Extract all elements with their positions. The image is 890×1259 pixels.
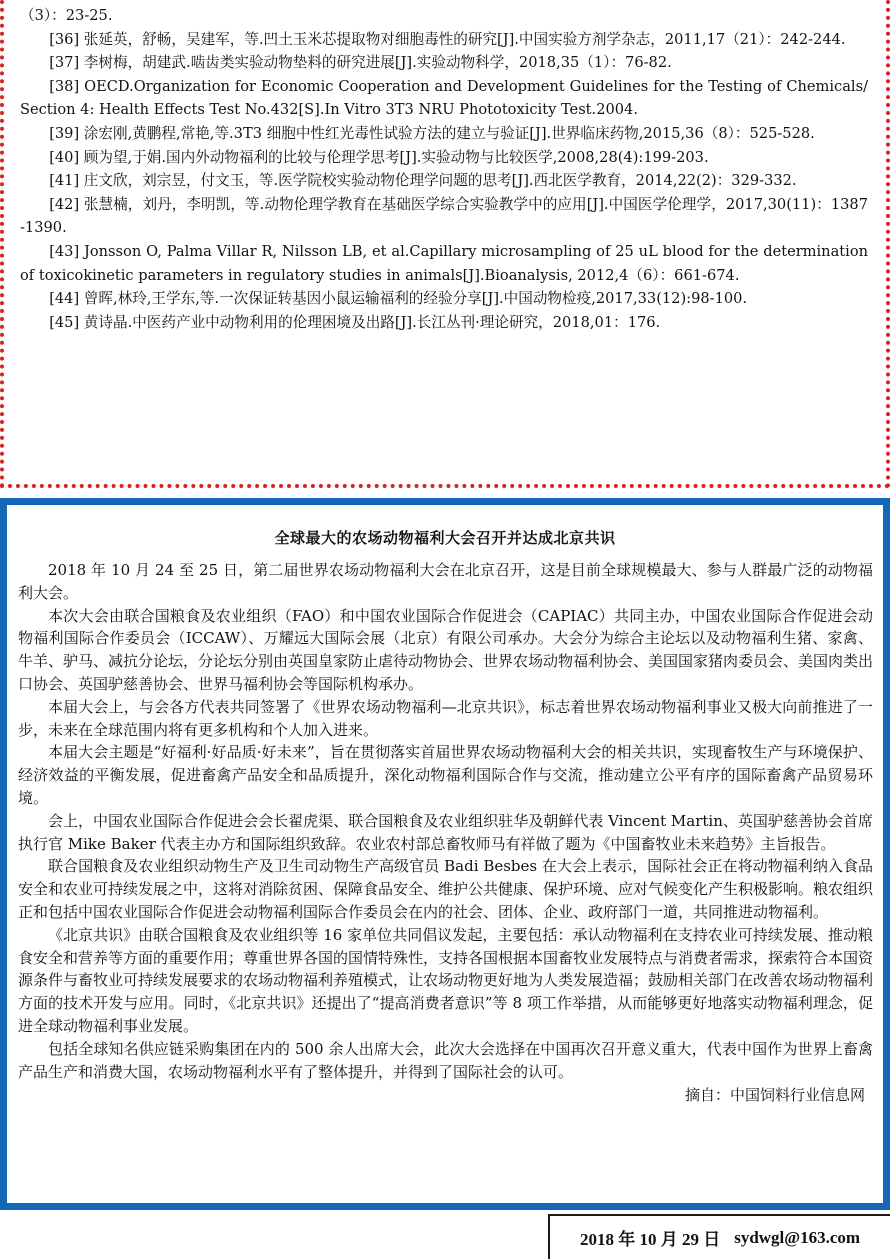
reference-item: [39] 涂宏刚,黄鹏程,常艳,等.3T3 细胞中性红光毒性试验方法的建立与验证[J].世界临床药物,2015,36（8）：525-528. bbox=[49, 124, 815, 142]
news-body bbox=[18, 559, 873, 1107]
news-paragraph: 本届大会上，与会各方代表共同签署了《世界农场动物福利—北京共识》，标志着世界农场动物福利事业又极大向前推进了一步，未来在全球范围内将有更多机构和个人加入进来。 bbox=[18, 697, 873, 739]
references-section bbox=[0, 0, 890, 488]
news-paragraph: 《北京共识》由联合国粮食及农业组织等 16 家单位共同倡议发起，主要包括：承认动物福利在支持农业可持续发展、推动粮食安全和营养等方面的重要作用；尊重世界各国的国情特殊性，支持各国根据本国畜牧业发展特点与消费者需求，探索符合本国资源条件与畜牧业可持续发展要求的农场动物福利养殖模式，让农场动物更好地为人类发展造福；鼓励相关部门在改善农场动物福利方面的技术开发与应用。同时，《北京共识》还提出了“提高消费者意识”等 8 项工作举措，从而能够更好地落实动物福利理念，促进全球动物福利事业发展。 bbox=[18, 925, 874, 1035]
news-box bbox=[0, 498, 890, 1210]
reference-item: [40] 顾为望,于娟.国内外动物福利的比较与伦理学思考[J].实验动物与比较医学,2008,28(4):199-203. bbox=[49, 148, 709, 166]
footer-email: sydwgl@163.com bbox=[734, 1227, 861, 1247]
news-paragraph: 本届大会主题是“好福利·好品质·好未来”，旨在贯彻落实首届世界农场动物福利大会的相关共识，实现畜牧生产与环境保护、经济效益的平衡发展，促进畜禽产品安全和品质提升，深化动物福利国际合作与交流，推动建立公平有序的国际畜禽产品贸易环境。 bbox=[18, 743, 873, 807]
footer-date: 2018 年 10 月 29 日 bbox=[579, 1230, 721, 1249]
news-paragraph: 联合国粮食及农业组织动物生产及卫生司动物生产高级官员 Badi Besbes 在大会上表示，国际社会正在将动物福利纳入食品安全和农业可持续发展之中，这将对消除贫困、保障食品安全、维护公共健康、保护环境、应对气候变化产生积极影响。粮农组织正和包括中国农业国际合作促进会动物福利国际合作委员会在内的社会、团体、企业、政府部门一道，共同推进动物福利。 bbox=[18, 857, 874, 921]
news-title: 全球最大的农场动物福利大会召开并达成北京共识 bbox=[274, 529, 616, 547]
reference-item: [43] Jonsson O, Palma Villar R, Nilsson LB, et al.Capillary microsampling of 25 uL blood for the determination of toxicokinetic parameters in regulatory studies in animals[J].Bioanalysis, 2012,4（6）：661-674. bbox=[20, 242, 868, 284]
reference-item: （3）：23-25. bbox=[20, 7, 113, 24]
page-footer bbox=[548, 1214, 890, 1259]
reference-item: [45] 黄诗晶.中医药产业中动物利用的伦理困境及出路[J].长江丛刊·理论研究，2018,01：176. bbox=[49, 313, 661, 331]
reference-item: [38] OECD.Organization for Economic Cooperation and Development Guidelines for the Testing of Chemicals/Section 4: Health Effects Test No.432[S].In Vitro 3T3 NRU Phototoxicity Test.2004. bbox=[20, 77, 868, 119]
reference-item: [44] 曾晖,林玲,王学东,等.一次保证转基因小鼠运输福利的经验分享[J].中国动物检疫,2017,33(12):98-100. bbox=[49, 290, 748, 308]
reference-item: [41] 庄文欣，刘宗昱，付文玉，等.医学院校实验动物伦理学问题的思考[J].西北医学教育，2014,22(2)：329-332. bbox=[49, 172, 797, 190]
news-paragraph: 本次大会由联合国粮食及农业组织（FAO）和中国农业国际合作促进会（CAPIAC）共同主办，中国农业国际合作促进会动物福利国际合作委员会（ICCAW）、万耀远大国际会展（北京）有限公司承办。大会分为综合主论坛以及动物福利生猪、家禽、牛羊、驴马、减抗分论坛，分论坛分别由英国皇家防止虐待动物协会、世界农场动物福利协会、美国国家猪肉委员会、美国肉类出口协会、英国驴慈善协会、世界马福利协会等国际机构承办。 bbox=[18, 606, 874, 693]
reference-item: [37] 李树梅，胡建武.啮齿类实验动物垫料的研究进展[J].实验动物科学，2018,35（1）：76-82. bbox=[49, 54, 672, 72]
news-source: 摘自：中国饲料行业信息网 bbox=[684, 1086, 865, 1105]
news-paragraphs bbox=[18, 559, 873, 1083]
reference-item: [36] 张延英，舒畅，吴建军，等.凹土玉米芯提取物对细胞毒性的研究[J].中国实验方剂学杂志，2011,17（21）：242-244. bbox=[49, 30, 846, 48]
news-paragraph: 包括全球知名供应链采购集团在内的 500 余人出席大会，此次大会选择在中国再次召开意义重大，代表中国作为世界上畜禽产品生产和消费大国，农场动物福利水平有了整体提升，并得到了国际社会的认可。 bbox=[18, 1039, 873, 1081]
news-paragraph: 2018 年 10 月 24 至 25 日，第二届世界农场动物福利大会在北京召开，这是目前全球规模最大、参与人群最广泛的动物福利大会。 bbox=[18, 561, 873, 602]
reference-item: [42] 张慧楠，刘丹，李明凯，等.动物伦理学教育在基础医学综合实验教学中的应用[J].中国医学伦理学，2017,30(11)：1387-1390. bbox=[20, 195, 868, 237]
references-list bbox=[20, 4, 868, 334]
news-paragraph: 会上，中国农业国际合作促进会会长翟虎渠、联合国粮食及农业组织驻华及朝鲜代表 Vincent Martin、英国驴慈善协会首席执行官 Mike Baker 代表主办方和国际组织致辞。农业农村部总畜牧师马有祥做了题为《中国畜牧业未来趋势》主旨报告。 bbox=[18, 811, 873, 853]
